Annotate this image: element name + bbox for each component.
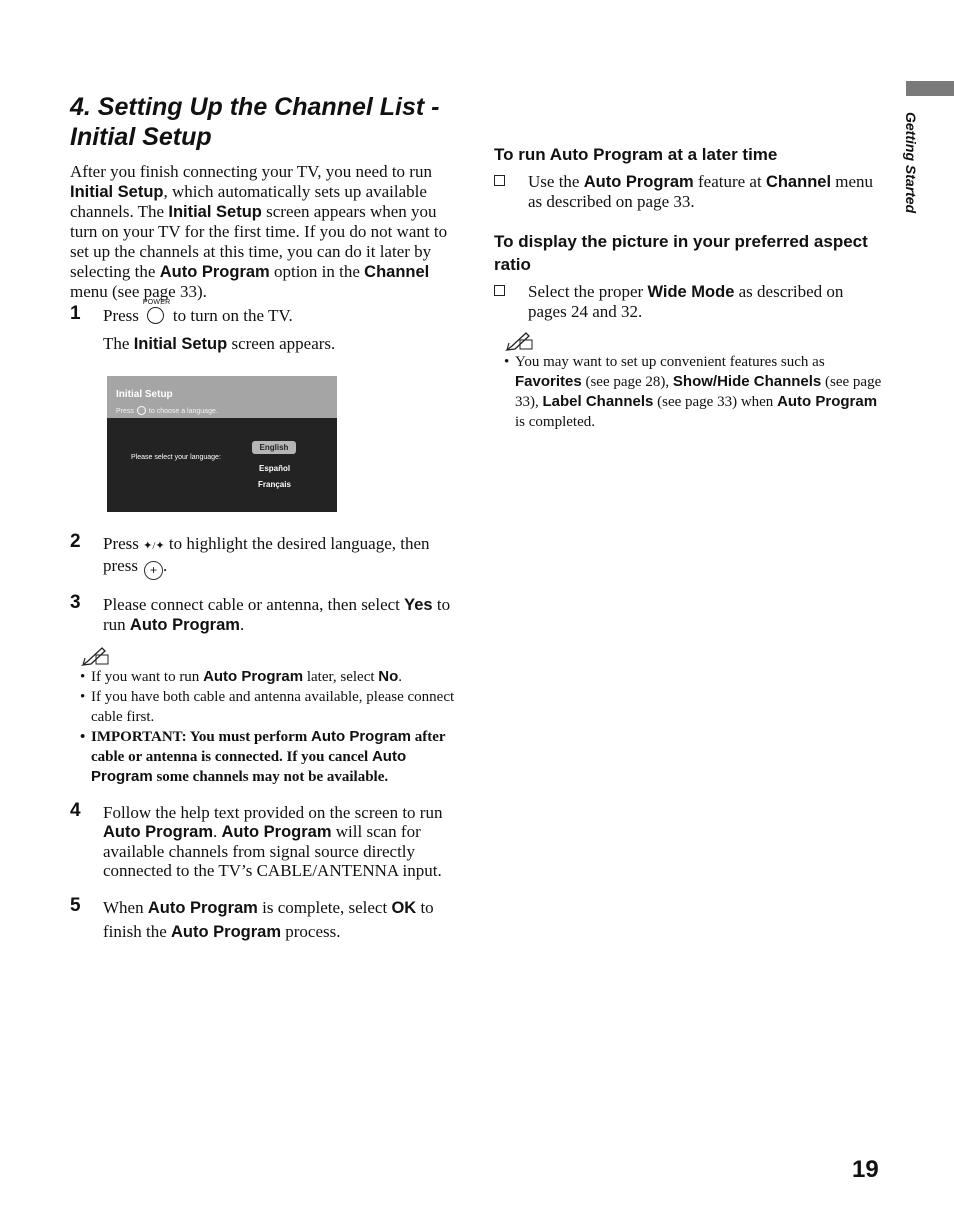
screen-instruction: Press to choose a language. [116,408,218,415]
step-number: 4 [70,800,81,821]
step-number: 3 [70,592,81,613]
checkbox-bullet-icon [494,175,505,186]
note-item: • You may want to set up convenient features such as Favorites (see page 28), Show/Hide Channels (see page 33), Label Channels (see page 33) when Auto Program is completed. [504,352,884,432]
step-number: 1 [70,303,81,324]
subheading-auto-program: To run Auto Program at a later time [494,145,778,164]
checkbox-item: Use the Auto Program feature at Channel menu as described on page 33. [494,172,884,212]
language-prompt: Please select your language: [131,454,221,461]
step-2: 2 Press ✦/✦ to highlight the desired language, then press + . [70,534,460,580]
checkbox-item: Select the proper Wide Mode as described on pages 24 and 32. [494,282,884,322]
step-1: 1 Press POWER to turn on the TV. The Initial Setup screen appears. Initial Setup Press to choose a language. Please select your language: English Español Français [70,306,460,520]
note-pencil-icon [504,330,534,352]
section-tab [906,81,954,96]
note-item: • If you want to run Auto Program later, select No. [80,667,460,687]
step-4: 4 Follow the help text provided on the screen to run Auto Program. Auto Program will scan for available channels from signal source directly connected to the TV’s CABLE/ANTENNA input. [70,800,443,880]
section-label: Getting Started [903,112,919,214]
enter-icon [137,406,146,415]
enter-button-icon: + [144,561,163,580]
notes-left [70,645,460,787]
note-item: • If you have both cable and antenna available, please connect cable first. [80,687,460,727]
intro-paragraph: After you finish connecting your TV, you need to run Initial Setup, which automatically sets up available channels. The Initial Setup screen appears when you turn on your TV for the first time. If you do not want to set up the channels at this time, you can do it later by selecting the Auto Program option in the Channel menu (see page 33). [70,162,448,301]
step-5: 5 When Auto Program is complete, select OK to finish the Auto Program process. [70,895,434,941]
step-number: 2 [70,531,81,552]
left-column [70,92,460,944]
checkbox-bullet-icon [494,285,505,296]
language-option: Español [259,464,291,473]
up-down-arrow-icon: ✦/✦ [143,540,165,552]
screen-title: Initial Setup [116,389,173,400]
subheading-aspect-ratio: To display the picture in your preferred aspect ratio [494,232,868,274]
initial-setup-screen-illustration [107,376,337,512]
right-column [494,143,884,432]
page-title: 4. Setting Up the Channel List - Initial Setup [70,93,440,151]
important-note: • IMPORTANT: You must perform Auto Program after cable or antenna is connected. If you cancel Auto Program some channels may not be available. [80,727,460,787]
language-option: Français [258,480,291,489]
step-number: 5 [70,895,81,916]
page-number: 19 [852,1156,879,1183]
step-3: 3 Please connect cable or antenna, then select Yes to run Auto Program. [70,592,451,634]
notes-right [494,330,884,432]
language-option-selected: English [252,441,296,454]
note-pencil-icon [80,645,110,667]
power-button-icon: POWER [145,307,167,325]
